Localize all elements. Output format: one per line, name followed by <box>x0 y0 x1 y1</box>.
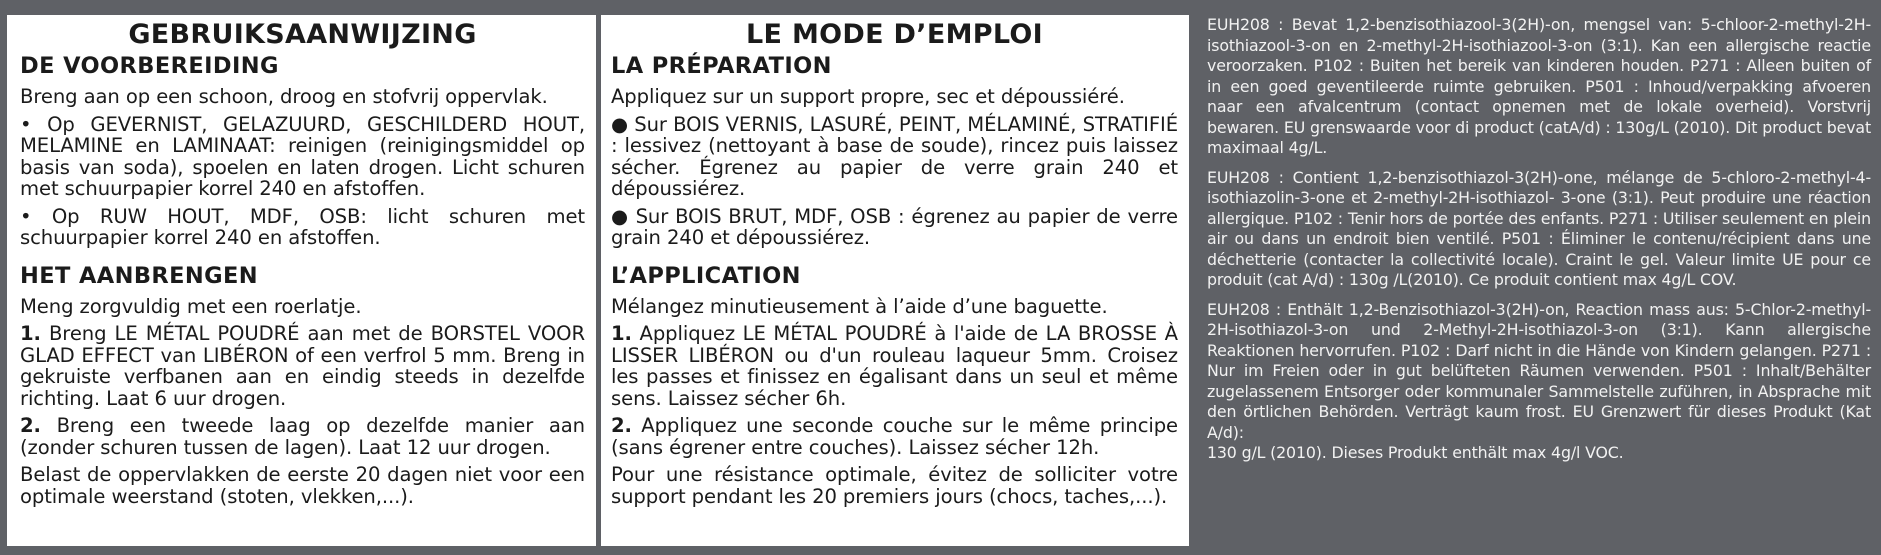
step-text: Appliquez LE MÉTAL POUDRÉ à l'aide de LA BROSSE À LISSER LIBÉRON ou d'un rouleau laqueur 5mm. Croisez les passes et finissez en égalisant dans un seul et même sens. Laissez sécher 6h. <box>611 322 1178 410</box>
section-heading-application: L’APPLICATION <box>611 262 801 289</box>
instructions-outro: Pour une résistance optimale, évitez de solliciter votre support pendant les 20 premiers jours (chocs, taches,...). <box>611 463 1178 508</box>
step-text: Breng LE MÉTAL POUDRÉ aan met de BORSTEL VOOR GLAD EFFECT van LIBÉRON of een verfrol 5 mm. Breng in gekruiste verfbanen aan en eindig steeds in dezelfde richting. Laat 6 uur drogen. <box>20 322 585 410</box>
preparation-intro: Breng aan op een schoon, droog en stofvrij oppervlak. <box>20 85 548 108</box>
step-number: 1. <box>611 322 632 345</box>
panel-title: GEBRUIKSAANWIJZING <box>128 19 477 50</box>
application-step <box>611 323 1178 409</box>
application-step <box>20 415 585 458</box>
application-step <box>611 415 1178 458</box>
application-intro: Mélangez minutieusement à l’aide d’une baguette. <box>611 294 1108 318</box>
preparation-item: • Op GEVERNIST, GELAZUURD, GESCHILDERD HOUT, MELAMINE en LAMINAAT: reinigen (reinigingsmiddel op basis van soda), spoelen en laten drogen. Licht schuren met schuurpapier korrel 240 en afstoffen. <box>20 112 585 200</box>
step-number: 1. <box>20 322 41 345</box>
preparation-item: ● Sur BOIS BRUT, MDF, OSB : égrenez au papier de verre grain 240 et dépoussiérez. <box>611 204 1178 249</box>
safety-information <box>1207 15 1871 473</box>
instructions-panel-dutch <box>7 15 596 546</box>
step-number: 2. <box>611 414 632 437</box>
safety-text-german-limit: 130 g/L (2010). Dieses Produkt enthält max 4g/l VOC. <box>1207 443 1624 462</box>
instructions-outro: Belast de oppervlakken de eerste 20 dagen niet voor een optimale weerstand (stoten, vlekken,...). <box>20 463 585 508</box>
section-heading-application: HET AANBRENGEN <box>20 262 258 289</box>
application-step <box>20 323 585 409</box>
preparation-intro: Appliquez sur un support propre, sec et dépoussiéré. <box>611 85 1125 108</box>
instructions-panel-french <box>601 15 1189 546</box>
section-heading-preparation: LA PRÉPARATION <box>611 53 832 79</box>
safety-text-german-main: EUH208 : Enthält 1,2-Benzisothiazol-3(2H)-on, Reaction mass aus: 5-Chlor-2-methyl-2H-isothiazol-3-on und 2-Methyl-2H-isothiazol-3-on (3:1). Kann allergische Reaktionen hervorrufen. P102 : Darf nicht in die Hände von Kindern gelangen. P271 : Nur im Freien oder in gut belüfteten Räumen verwenden. P501 : Inhalt/Behälter zugelassenem Entsorger oder kommunaler Sammelstelle zuführen, in Absprache mit den örtlichen Behörden. Verträgt kaum frost. EU Grenzwert für dieses Produkt (Kat A/d): <box>1207 299 1871 442</box>
safety-text-german <box>1207 300 1871 464</box>
section-heading-preparation: DE VOORBEREIDING <box>20 53 279 79</box>
safety-text-french: EUH208 : Contient 1,2-benzisothiazol-3(2H)-one, mélange de 5-chloro-2-methyl-4-isothiazolin-3-one et 2-methyl-2H-isothiazol- 3-one (3:1). Peut produire une réaction allergique. P102 : Tenir hors de portée des enfants. P271 : Utiliser seulement en plein air ou dans un endroit bien ventilé. P501 : Éliminer le contenu/récipient dans une déchetterie (contacter la collectivité locale). Craint le gel. Valeur limite UE pour ce produit (cat A/d) : 130g /L(2010). Ce produit contient max 4g/L COV. <box>1207 167 1871 289</box>
application-intro: Meng zorgvuldig met een roerlatje. <box>20 294 362 318</box>
preparation-item: ● Sur BOIS VERNIS, LASURÉ, PEINT, MÉLAMINÉ, STRATIFIÉ : lessivez (nettoyant à base de soude), rincez puis laissez sécher. Égrenez au papier de verre grain 240 et dépoussiérez. <box>611 112 1178 200</box>
safety-text-dutch: EUH208 : Bevat 1,2-benzisothiazool-3(2H)-on, mengsel van: 5-chloor-2-methyl-2H-isothiazool-3-on en 2-methyl-2H-isothiazool-3-on (3:1). Kan een allergische reactie veroorzaken. P102 : Buiten het bereik van kinderen houden. P271 : Alleen buiten of in een goed geventileerde ruimte gebruiken. P501 : Inhoud/verpakking afvoeren naar een afvalcentrum (contact opnemen met de lokale overheid). Vorstvrij bewaren. EU grenswaarde voor di product (catA/d) : 130g/L (2010). Dit product bevat maximaal 4g/L. <box>1207 15 1872 157</box>
step-text: Breng een tweede laag op dezelfde manier aan (zonder schuren tussen de lagen). Laat 12 uur drogen. <box>20 414 585 459</box>
step-text: Appliquez une seconde couche sur le même principe (sans égrener entre couches). Laissez sécher 12h. <box>611 414 1178 459</box>
preparation-item: • Op RUW HOUT, MDF, OSB: licht schuren met schuurpapier korrel 240 en afstoffen. <box>20 204 585 249</box>
step-number: 2. <box>20 414 41 437</box>
panel-title: LE MODE D’EMPLOI <box>746 19 1043 50</box>
